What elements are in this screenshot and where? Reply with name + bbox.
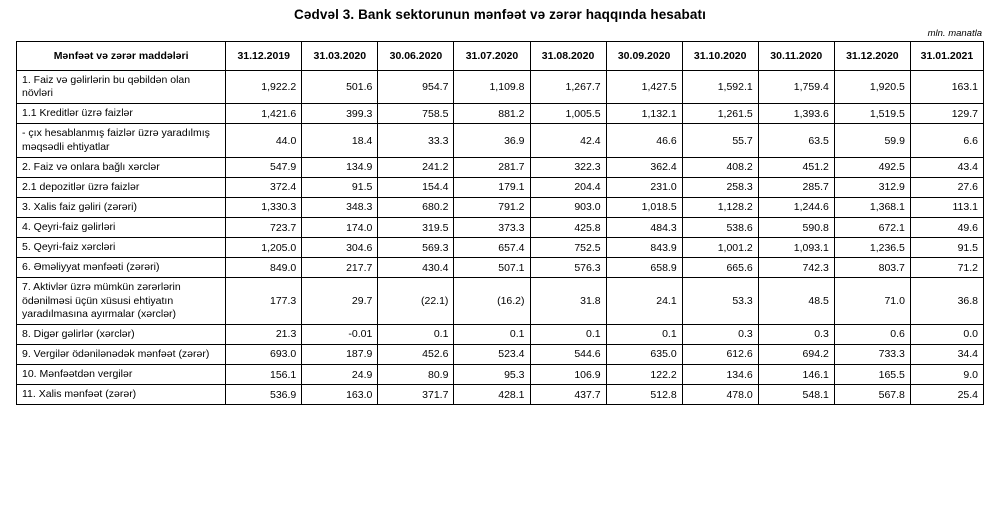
row-label: 7. Aktivlər üzrə mümkün zərərlərin ödənilməsi üçün xüsusi ehtiyatın yaradılmasına ayırmalar (xərclər) [17, 278, 226, 324]
row-12-value-6: 134.6 [682, 365, 758, 385]
row-0-value-6: 1,592.1 [682, 71, 758, 104]
row-9-value-7: 48.5 [758, 278, 834, 324]
row-8-value-5: 658.9 [606, 258, 682, 278]
row-3-value-2: 241.2 [378, 157, 454, 177]
row-7-value-0: 1,205.0 [226, 238, 302, 258]
row-0-value-5: 1,427.5 [606, 71, 682, 104]
row-7-value-1: 304.6 [302, 238, 378, 258]
row-12-value-0: 156.1 [226, 365, 302, 385]
row-5-value-8: 1,368.1 [834, 197, 910, 217]
row-7-value-3: 657.4 [454, 238, 530, 258]
column-header-3: 31.07.2020 [454, 42, 530, 71]
row-5-value-9: 113.1 [910, 197, 983, 217]
row-9-value-1: 29.7 [302, 278, 378, 324]
row-6-value-9: 49.6 [910, 218, 983, 238]
row-6-value-2: 319.5 [378, 218, 454, 238]
row-10-value-3: 0.1 [454, 324, 530, 344]
row-13-value-3: 428.1 [454, 385, 530, 405]
row-6-value-3: 373.3 [454, 218, 530, 238]
row-1-value-5: 1,132.1 [606, 104, 682, 124]
row-8-value-0: 849.0 [226, 258, 302, 278]
row-10-value-7: 0.3 [758, 324, 834, 344]
row-2-value-4: 42.4 [530, 124, 606, 157]
table-row [17, 71, 984, 104]
row-13-value-4: 437.7 [530, 385, 606, 405]
row-7-value-8: 1,236.5 [834, 238, 910, 258]
row-8-value-3: 507.1 [454, 258, 530, 278]
row-1-value-7: 1,393.6 [758, 104, 834, 124]
row-4-value-1: 91.5 [302, 177, 378, 197]
row-5-value-5: 1,018.5 [606, 197, 682, 217]
row-9-value-2: (22.1) [378, 278, 454, 324]
row-2-value-3: 36.9 [454, 124, 530, 157]
table-row [17, 324, 984, 344]
row-3-value-3: 281.7 [454, 157, 530, 177]
table-row [17, 344, 984, 364]
row-5-value-3: 791.2 [454, 197, 530, 217]
row-label: 2.1 depozitlər üzrə faizlər [17, 177, 226, 197]
row-11-value-6: 612.6 [682, 344, 758, 364]
row-11-value-9: 34.4 [910, 344, 983, 364]
row-5-value-1: 348.3 [302, 197, 378, 217]
row-2-value-8: 59.9 [834, 124, 910, 157]
row-3-value-7: 451.2 [758, 157, 834, 177]
table-row [17, 218, 984, 238]
row-8-value-1: 217.7 [302, 258, 378, 278]
row-10-value-8: 0.6 [834, 324, 910, 344]
row-10-value-5: 0.1 [606, 324, 682, 344]
row-4-value-9: 27.6 [910, 177, 983, 197]
row-7-value-9: 91.5 [910, 238, 983, 258]
row-10-value-2: 0.1 [378, 324, 454, 344]
table-row [17, 258, 984, 278]
row-8-value-7: 742.3 [758, 258, 834, 278]
row-0-value-1: 501.6 [302, 71, 378, 104]
row-9-value-8: 71.0 [834, 278, 910, 324]
row-6-value-7: 590.8 [758, 218, 834, 238]
row-5-value-0: 1,330.3 [226, 197, 302, 217]
row-7-value-2: 569.3 [378, 238, 454, 258]
row-0-value-7: 1,759.4 [758, 71, 834, 104]
row-10-value-1: -0.01 [302, 324, 378, 344]
row-5-value-2: 680.2 [378, 197, 454, 217]
row-8-value-9: 71.2 [910, 258, 983, 278]
row-11-value-1: 187.9 [302, 344, 378, 364]
row-11-value-2: 452.6 [378, 344, 454, 364]
row-12-value-2: 80.9 [378, 365, 454, 385]
column-header-6: 31.10.2020 [682, 42, 758, 71]
table-row [17, 365, 984, 385]
row-3-value-4: 322.3 [530, 157, 606, 177]
column-header-9: 31.01.2021 [910, 42, 983, 71]
row-4-value-4: 204.4 [530, 177, 606, 197]
row-12-value-7: 146.1 [758, 365, 834, 385]
row-11-value-8: 733.3 [834, 344, 910, 364]
row-8-value-6: 665.6 [682, 258, 758, 278]
row-0-value-8: 1,920.5 [834, 71, 910, 104]
row-6-value-4: 425.8 [530, 218, 606, 238]
row-label: 5. Qeyri-faiz xərcləri [17, 238, 226, 258]
page-title: Cədvəl 3. Bank sektorunun mənfəət və zərər haqqında hesabatı [294, 7, 706, 22]
row-7-value-6: 1,001.2 [682, 238, 758, 258]
row-12-value-3: 95.3 [454, 365, 530, 385]
row-11-value-4: 544.6 [530, 344, 606, 364]
row-12-value-8: 165.5 [834, 365, 910, 385]
row-9-value-0: 177.3 [226, 278, 302, 324]
row-2-value-6: 55.7 [682, 124, 758, 157]
row-10-value-4: 0.1 [530, 324, 606, 344]
row-0-value-0: 1,922.2 [226, 71, 302, 104]
row-12-value-5: 122.2 [606, 365, 682, 385]
row-5-value-7: 1,244.6 [758, 197, 834, 217]
row-5-value-4: 903.0 [530, 197, 606, 217]
row-10-value-0: 21.3 [226, 324, 302, 344]
row-4-value-6: 258.3 [682, 177, 758, 197]
row-9-value-3: (16.2) [454, 278, 530, 324]
row-4-value-2: 154.4 [378, 177, 454, 197]
row-6-value-8: 672.1 [834, 218, 910, 238]
row-3-value-6: 408.2 [682, 157, 758, 177]
row-7-value-5: 843.9 [606, 238, 682, 258]
row-label: 8. Digər gəlirlər (xərclər) [17, 324, 226, 344]
row-2-value-9: 6.6 [910, 124, 983, 157]
row-3-value-5: 362.4 [606, 157, 682, 177]
table-row [17, 104, 984, 124]
row-10-value-6: 0.3 [682, 324, 758, 344]
table-header [17, 42, 984, 71]
row-4-value-0: 372.4 [226, 177, 302, 197]
column-header-0: 31.12.2019 [226, 42, 302, 71]
row-label: 2. Faiz və onlara bağlı xərclər [17, 157, 226, 177]
row-7-value-7: 1,093.1 [758, 238, 834, 258]
row-label: 1. Faiz və gəlirlərin bu qəbildən olan növləri [17, 71, 226, 104]
row-2-value-5: 46.6 [606, 124, 682, 157]
column-header-7: 30.11.2020 [758, 42, 834, 71]
table-body [17, 71, 984, 405]
row-4-value-8: 312.9 [834, 177, 910, 197]
row-8-value-2: 430.4 [378, 258, 454, 278]
row-0-value-4: 1,267.7 [530, 71, 606, 104]
column-header-2: 30.06.2020 [378, 42, 454, 71]
row-9-value-4: 31.8 [530, 278, 606, 324]
row-1-value-8: 1,519.5 [834, 104, 910, 124]
table-row [17, 238, 984, 258]
row-11-value-5: 635.0 [606, 344, 682, 364]
row-6-value-6: 538.6 [682, 218, 758, 238]
row-label: 4. Qeyri-faiz gəlirləri [17, 218, 226, 238]
row-label: - çıx hesablanmış faizlər üzrə yaradılmış məqsədli ehtiyatlar [17, 124, 226, 157]
row-8-value-4: 576.3 [530, 258, 606, 278]
table-row [17, 157, 984, 177]
row-1-value-9: 129.7 [910, 104, 983, 124]
row-13-value-6: 478.0 [682, 385, 758, 405]
column-header-1: 31.03.2020 [302, 42, 378, 71]
row-4-value-7: 285.7 [758, 177, 834, 197]
column-header-8: 31.12.2020 [834, 42, 910, 71]
row-13-value-9: 25.4 [910, 385, 983, 405]
row-label: 3. Xalis faiz gəliri (zərəri) [17, 197, 226, 217]
table-row [17, 385, 984, 405]
row-9-value-5: 24.1 [606, 278, 682, 324]
row-1-value-1: 399.3 [302, 104, 378, 124]
row-3-value-0: 547.9 [226, 157, 302, 177]
row-0-value-2: 954.7 [378, 71, 454, 104]
row-1-value-4: 1,005.5 [530, 104, 606, 124]
row-0-value-3: 1,109.8 [454, 71, 530, 104]
row-3-value-9: 43.4 [910, 157, 983, 177]
row-13-value-5: 512.8 [606, 385, 682, 405]
row-13-value-8: 567.8 [834, 385, 910, 405]
row-1-value-0: 1,421.6 [226, 104, 302, 124]
row-3-value-8: 492.5 [834, 157, 910, 177]
row-5-value-6: 1,128.2 [682, 197, 758, 217]
row-label: 6. Əməliyyat mənfəəti (zərəri) [17, 258, 226, 278]
row-13-value-2: 371.7 [378, 385, 454, 405]
row-12-value-1: 24.9 [302, 365, 378, 385]
row-11-value-3: 523.4 [454, 344, 530, 364]
row-label: 10. Mənfəətdən vergilər [17, 365, 226, 385]
row-2-value-1: 18.4 [302, 124, 378, 157]
profit-loss-table [16, 41, 984, 405]
row-1-value-6: 1,261.5 [682, 104, 758, 124]
row-1-value-3: 881.2 [454, 104, 530, 124]
column-header-5: 30.09.2020 [606, 42, 682, 71]
table-row [17, 278, 984, 324]
table-row [17, 197, 984, 217]
row-6-value-0: 723.7 [226, 218, 302, 238]
row-label: 11. Xalis mənfəət (zərər) [17, 385, 226, 405]
row-2-value-7: 63.5 [758, 124, 834, 157]
row-label: 9. Vergilər ödənilənədək mənfəət (zərər) [17, 344, 226, 364]
row-2-value-0: 44.0 [226, 124, 302, 157]
row-1-value-2: 758.5 [378, 104, 454, 124]
table-row [17, 124, 984, 157]
column-header-row-label: Mənfəət və zərər maddələri [17, 42, 226, 71]
column-header-4: 31.08.2020 [530, 42, 606, 71]
row-10-value-9: 0.0 [910, 324, 983, 344]
row-7-value-4: 752.5 [530, 238, 606, 258]
row-12-value-9: 9.0 [910, 365, 983, 385]
row-0-value-9: 163.1 [910, 71, 983, 104]
row-6-value-5: 484.3 [606, 218, 682, 238]
table-header-row [17, 42, 984, 71]
row-6-value-1: 174.0 [302, 218, 378, 238]
row-3-value-1: 134.9 [302, 157, 378, 177]
row-12-value-4: 106.9 [530, 365, 606, 385]
row-4-value-5: 231.0 [606, 177, 682, 197]
row-label: 1.1 Kreditlər üzrə faizlər [17, 104, 226, 124]
row-11-value-0: 693.0 [226, 344, 302, 364]
row-9-value-6: 53.3 [682, 278, 758, 324]
row-9-value-9: 36.8 [910, 278, 983, 324]
row-13-value-1: 163.0 [302, 385, 378, 405]
row-13-value-7: 548.1 [758, 385, 834, 405]
row-8-value-8: 803.7 [834, 258, 910, 278]
row-4-value-3: 179.1 [454, 177, 530, 197]
row-13-value-0: 536.9 [226, 385, 302, 405]
unit-note: mln. manatla [927, 28, 982, 39]
row-2-value-2: 33.3 [378, 124, 454, 157]
table-row [17, 177, 984, 197]
row-11-value-7: 694.2 [758, 344, 834, 364]
